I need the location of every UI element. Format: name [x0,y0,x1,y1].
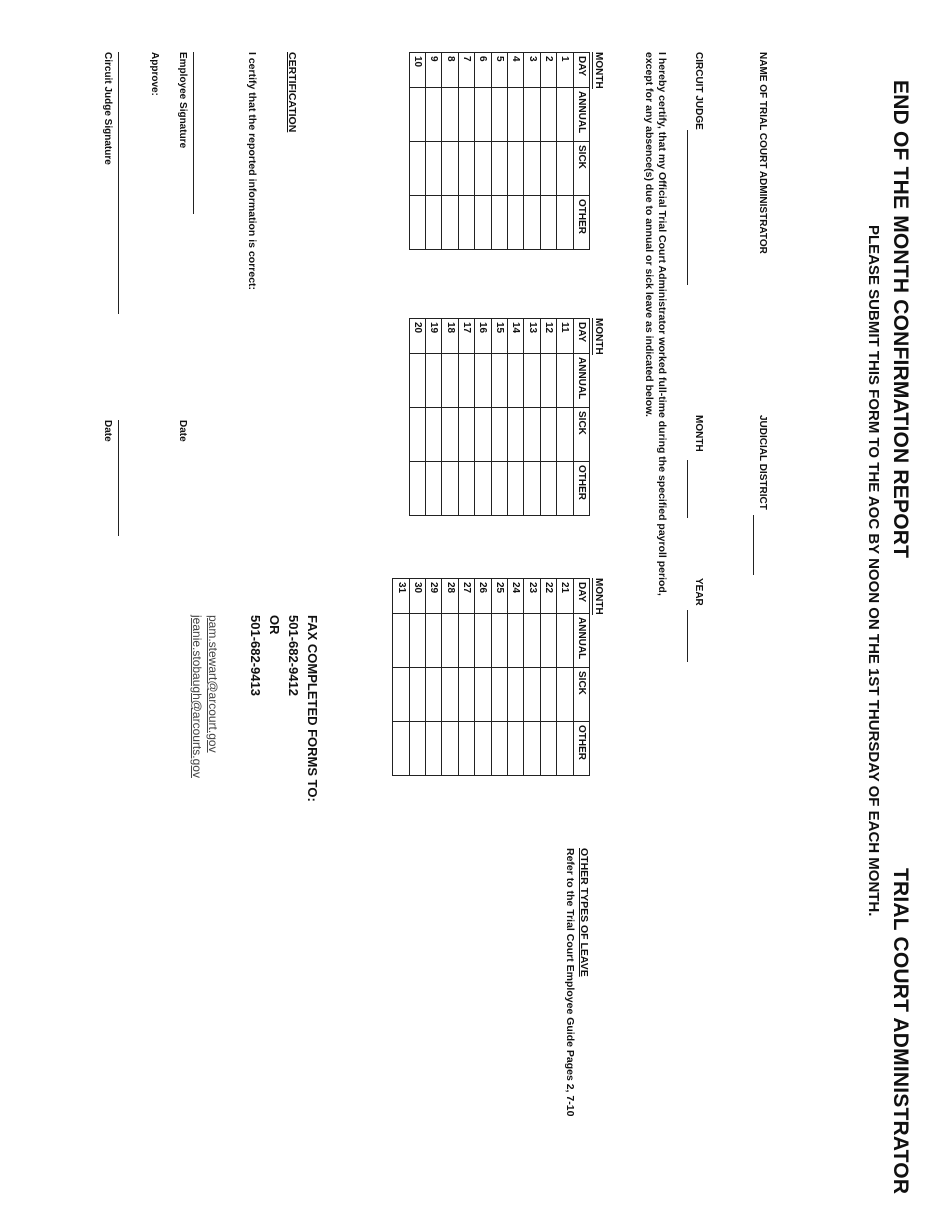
table-row [393,579,409,776]
circuit-judge-field[interactable] [687,130,688,285]
day-cell: 19 [426,319,442,354]
day-cell: 6 [475,53,491,88]
table-row [409,579,425,776]
sick-entry-cell[interactable] [393,668,409,722]
sick-entry-cell[interactable] [475,408,491,462]
annual-entry-cell[interactable] [524,614,540,668]
annual-entry-cell[interactable] [524,88,540,142]
sick-entry-cell[interactable] [458,668,474,722]
table-row [508,53,524,250]
annual-entry-cell[interactable] [409,354,425,408]
sick-entry-cell[interactable] [409,668,425,722]
other-entry-cell[interactable] [524,722,540,776]
annual-entry-cell[interactable] [458,88,474,142]
sick-entry-cell[interactable] [458,408,474,462]
leave-table-days-21-31 [392,578,590,776]
annual-entry-cell[interactable] [475,88,491,142]
day-cell: 22 [540,579,556,614]
other-entry-cell[interactable] [442,196,458,250]
annual-entry-cell[interactable] [458,354,474,408]
table-row [475,579,491,776]
column-header-day: DAY [573,319,589,354]
annual-entry-cell[interactable] [458,614,474,668]
table-row [442,53,458,250]
day-cell: 11 [557,319,573,354]
column-header-other: OTHER [573,722,589,776]
employee-signature-field[interactable] [193,52,194,214]
table-row [491,53,507,250]
column-header-other: OTHER [573,196,589,250]
sick-entry-cell[interactable] [442,142,458,196]
day-cell: 25 [491,579,507,614]
day-cell: 20 [409,319,425,354]
other-entry-cell[interactable] [491,196,507,250]
leave-table-days-1-10 [409,52,590,250]
day-cell: 21 [557,579,573,614]
table-row [557,579,573,776]
table-row [491,579,507,776]
other-leave-heading: OTHER TYPES OF LEAVE [578,848,590,977]
certification-text: I certify that the reported information is correct: [246,52,258,291]
day-cell: 1 [557,53,573,88]
day-cell: 24 [508,579,524,614]
annual-entry-cell[interactable] [491,354,507,408]
report-title: END OF THE MONTH CONFIRMATION REPORT [889,80,912,559]
sick-entry-cell[interactable] [442,668,458,722]
table-row [540,579,556,776]
other-entry-cell[interactable] [426,722,442,776]
day-cell: 10 [409,53,425,88]
sick-entry-cell[interactable] [508,142,524,196]
day-cell: 16 [475,319,491,354]
sick-entry-cell[interactable] [409,142,425,196]
table-row [409,53,425,250]
annual-entry-cell[interactable] [409,88,425,142]
table-row [442,319,458,516]
table-row [524,53,540,250]
other-entry-cell[interactable] [393,722,409,776]
annual-entry-cell[interactable] [442,614,458,668]
annual-entry-cell[interactable] [442,88,458,142]
other-entry-cell[interactable] [475,462,491,516]
employee-date-label: Date [177,420,188,442]
judicial-district-label: JUDICIAL DISTRICT [757,415,768,510]
other-entry-cell[interactable] [442,462,458,516]
other-entry-cell[interactable] [409,462,425,516]
other-entry-cell[interactable] [540,196,556,250]
month-label: MONTH [693,415,704,452]
sick-entry-cell[interactable] [409,408,425,462]
annual-entry-cell[interactable] [540,88,556,142]
annual-entry-cell[interactable] [557,354,573,408]
annual-entry-cell[interactable] [508,354,524,408]
approve-label: Approve: [149,52,160,96]
sick-entry-cell[interactable] [491,142,507,196]
sick-entry-cell[interactable] [491,668,507,722]
fax-number-2: 501-682-9413 [248,615,263,696]
month-caption-3: MONTH [593,578,604,615]
month-field[interactable] [687,460,688,518]
other-leave-reference: Refer to the Trial Court Employee Guide Pages 2, 7-10 [564,848,576,1117]
administrator-name-label: NAME OF TRIAL COURT ADMINISTRATOR [757,52,768,254]
day-cell: 3 [524,53,540,88]
other-entry-cell[interactable] [426,196,442,250]
certification-statement: I hereby certify, that my Official Trial Court Administrator worked full-time during the specified payroll period, except for any absence(s) due to annual or sick leave as indicated below. [643,52,668,596]
employee-signature-label: Employee Signature [177,52,188,149]
judge-signature-label: Circuit Judge Signature [102,52,113,165]
other-entry-cell[interactable] [491,462,507,516]
day-cell: 31 [393,579,409,614]
sick-entry-cell[interactable] [557,668,573,722]
table-row [409,319,425,516]
annual-entry-cell[interactable] [524,354,540,408]
day-cell: 17 [458,319,474,354]
table-row [524,319,540,516]
column-header-day: DAY [573,53,589,88]
annual-entry-cell[interactable] [540,614,556,668]
annual-entry-cell[interactable] [475,354,491,408]
table-row [442,579,458,776]
table-header-row [573,319,589,516]
table-row [458,53,474,250]
other-entry-cell[interactable] [458,722,474,776]
day-cell: 7 [458,53,474,88]
day-cell: 4 [508,53,524,88]
column-header-annual: ANNUAL [573,88,589,142]
day-cell: 2 [540,53,556,88]
table-row [475,53,491,250]
table-row [475,319,491,516]
month-caption-1: MONTH [593,52,604,89]
month-caption-2: MONTH [593,318,604,355]
other-entry-cell[interactable] [475,196,491,250]
annual-entry-cell[interactable] [491,614,507,668]
column-header-annual: ANNUAL [573,614,589,668]
table-row [458,579,474,776]
judicial-district-field[interactable] [753,515,754,575]
sick-entry-cell[interactable] [475,142,491,196]
office-title: TRIAL COURT ADMINISTRATOR [889,868,912,1195]
column-header-day: DAY [573,579,589,614]
sick-entry-cell[interactable] [442,408,458,462]
other-entry-cell[interactable] [508,196,524,250]
sick-entry-cell[interactable] [426,408,442,462]
day-cell: 23 [524,579,540,614]
annual-entry-cell[interactable] [491,88,507,142]
sick-entry-cell[interactable] [458,142,474,196]
table-row [458,319,474,516]
annual-entry-cell[interactable] [557,88,573,142]
table-row [426,319,442,516]
other-entry-cell[interactable] [508,722,524,776]
day-cell: 28 [442,579,458,614]
circuit-judge-label: CIRCUIT JUDGE [693,52,704,130]
annual-entry-cell[interactable] [442,354,458,408]
table-row [524,579,540,776]
other-entry-cell[interactable] [458,196,474,250]
day-cell: 12 [540,319,556,354]
sick-entry-cell[interactable] [540,668,556,722]
judge-date-field[interactable] [118,420,119,536]
other-entry-cell[interactable] [409,722,425,776]
table-row [491,319,507,516]
table-row [557,53,573,250]
day-cell: 8 [442,53,458,88]
sick-entry-cell[interactable] [475,668,491,722]
table-row [426,53,442,250]
column-header-sick: SICK [573,408,589,462]
sick-entry-cell[interactable] [491,408,507,462]
day-cell: 18 [442,319,458,354]
day-cell: 5 [491,53,507,88]
other-entry-cell[interactable] [409,196,425,250]
annual-entry-cell[interactable] [409,614,425,668]
column-header-sick: SICK [573,668,589,722]
day-cell: 9 [426,53,442,88]
other-entry-cell[interactable] [557,722,573,776]
sick-entry-cell[interactable] [524,668,540,722]
fax-or: OR [267,615,282,635]
fax-block [246,615,322,802]
sick-entry-cell[interactable] [557,408,573,462]
sick-entry-cell[interactable] [524,408,540,462]
column-header-sick: SICK [573,142,589,196]
judge-date-label: Date [102,420,113,442]
table-row [508,579,524,776]
annual-entry-cell[interactable] [475,614,491,668]
annual-entry-cell[interactable] [393,614,409,668]
day-cell: 15 [491,319,507,354]
other-entry-cell[interactable] [508,462,524,516]
fax-number-1: 501-682-9412 [286,615,301,696]
table-header-row [573,53,589,250]
sick-entry-cell[interactable] [508,668,524,722]
sick-entry-cell[interactable] [540,408,556,462]
other-entry-cell[interactable] [524,462,540,516]
certification-heading: CERTIFICATION [286,52,298,133]
annual-entry-cell[interactable] [557,614,573,668]
annual-entry-cell[interactable] [508,88,524,142]
other-entry-cell[interactable] [557,196,573,250]
sick-entry-cell[interactable] [540,142,556,196]
other-entry-cell[interactable] [557,462,573,516]
other-entry-cell[interactable] [540,722,556,776]
table-row [540,319,556,516]
sick-entry-cell[interactable] [508,408,524,462]
sick-entry-cell[interactable] [524,142,540,196]
other-entry-cell[interactable] [524,196,540,250]
day-cell: 30 [409,579,425,614]
annual-entry-cell[interactable] [508,614,524,668]
sick-entry-cell[interactable] [426,142,442,196]
sick-entry-cell[interactable] [557,142,573,196]
table-row [426,579,442,776]
judge-signature-field[interactable] [118,52,119,314]
year-field[interactable] [687,610,688,662]
table-row [557,319,573,516]
annual-entry-cell[interactable] [540,354,556,408]
column-header-other: OTHER [573,462,589,516]
other-entry-cell[interactable] [491,722,507,776]
sick-entry-cell[interactable] [426,668,442,722]
table-header-row [573,579,589,776]
other-entry-cell[interactable] [426,462,442,516]
table-row [540,53,556,250]
fax-heading: FAX COMPLETED FORMS TO: [305,615,320,802]
submission-instruction: PLEASE SUBMIT THIS FORM TO THE AOC BY NOON ON THE 1ST THURSDAY OF EACH MONTH. [865,225,882,917]
year-label: YEAR [693,578,704,606]
leave-table-days-11-20 [409,318,590,516]
table-row [508,319,524,516]
day-cell: 27 [458,579,474,614]
annual-entry-cell[interactable] [426,354,442,408]
annual-entry-cell[interactable] [426,88,442,142]
other-entry-cell[interactable] [458,462,474,516]
annual-entry-cell[interactable] [426,614,442,668]
email-link-2[interactable]: jeanie.stobaugh@arcourts.gov [190,615,204,778]
day-cell: 14 [508,319,524,354]
day-cell: 13 [524,319,540,354]
column-header-annual: ANNUAL [573,354,589,408]
day-cell: 29 [426,579,442,614]
other-entry-cell[interactable] [442,722,458,776]
email-link-1[interactable]: pam.stewart@arcourt.gov [206,615,220,753]
day-cell: 26 [475,579,491,614]
other-entry-cell[interactable] [475,722,491,776]
other-entry-cell[interactable] [540,462,556,516]
